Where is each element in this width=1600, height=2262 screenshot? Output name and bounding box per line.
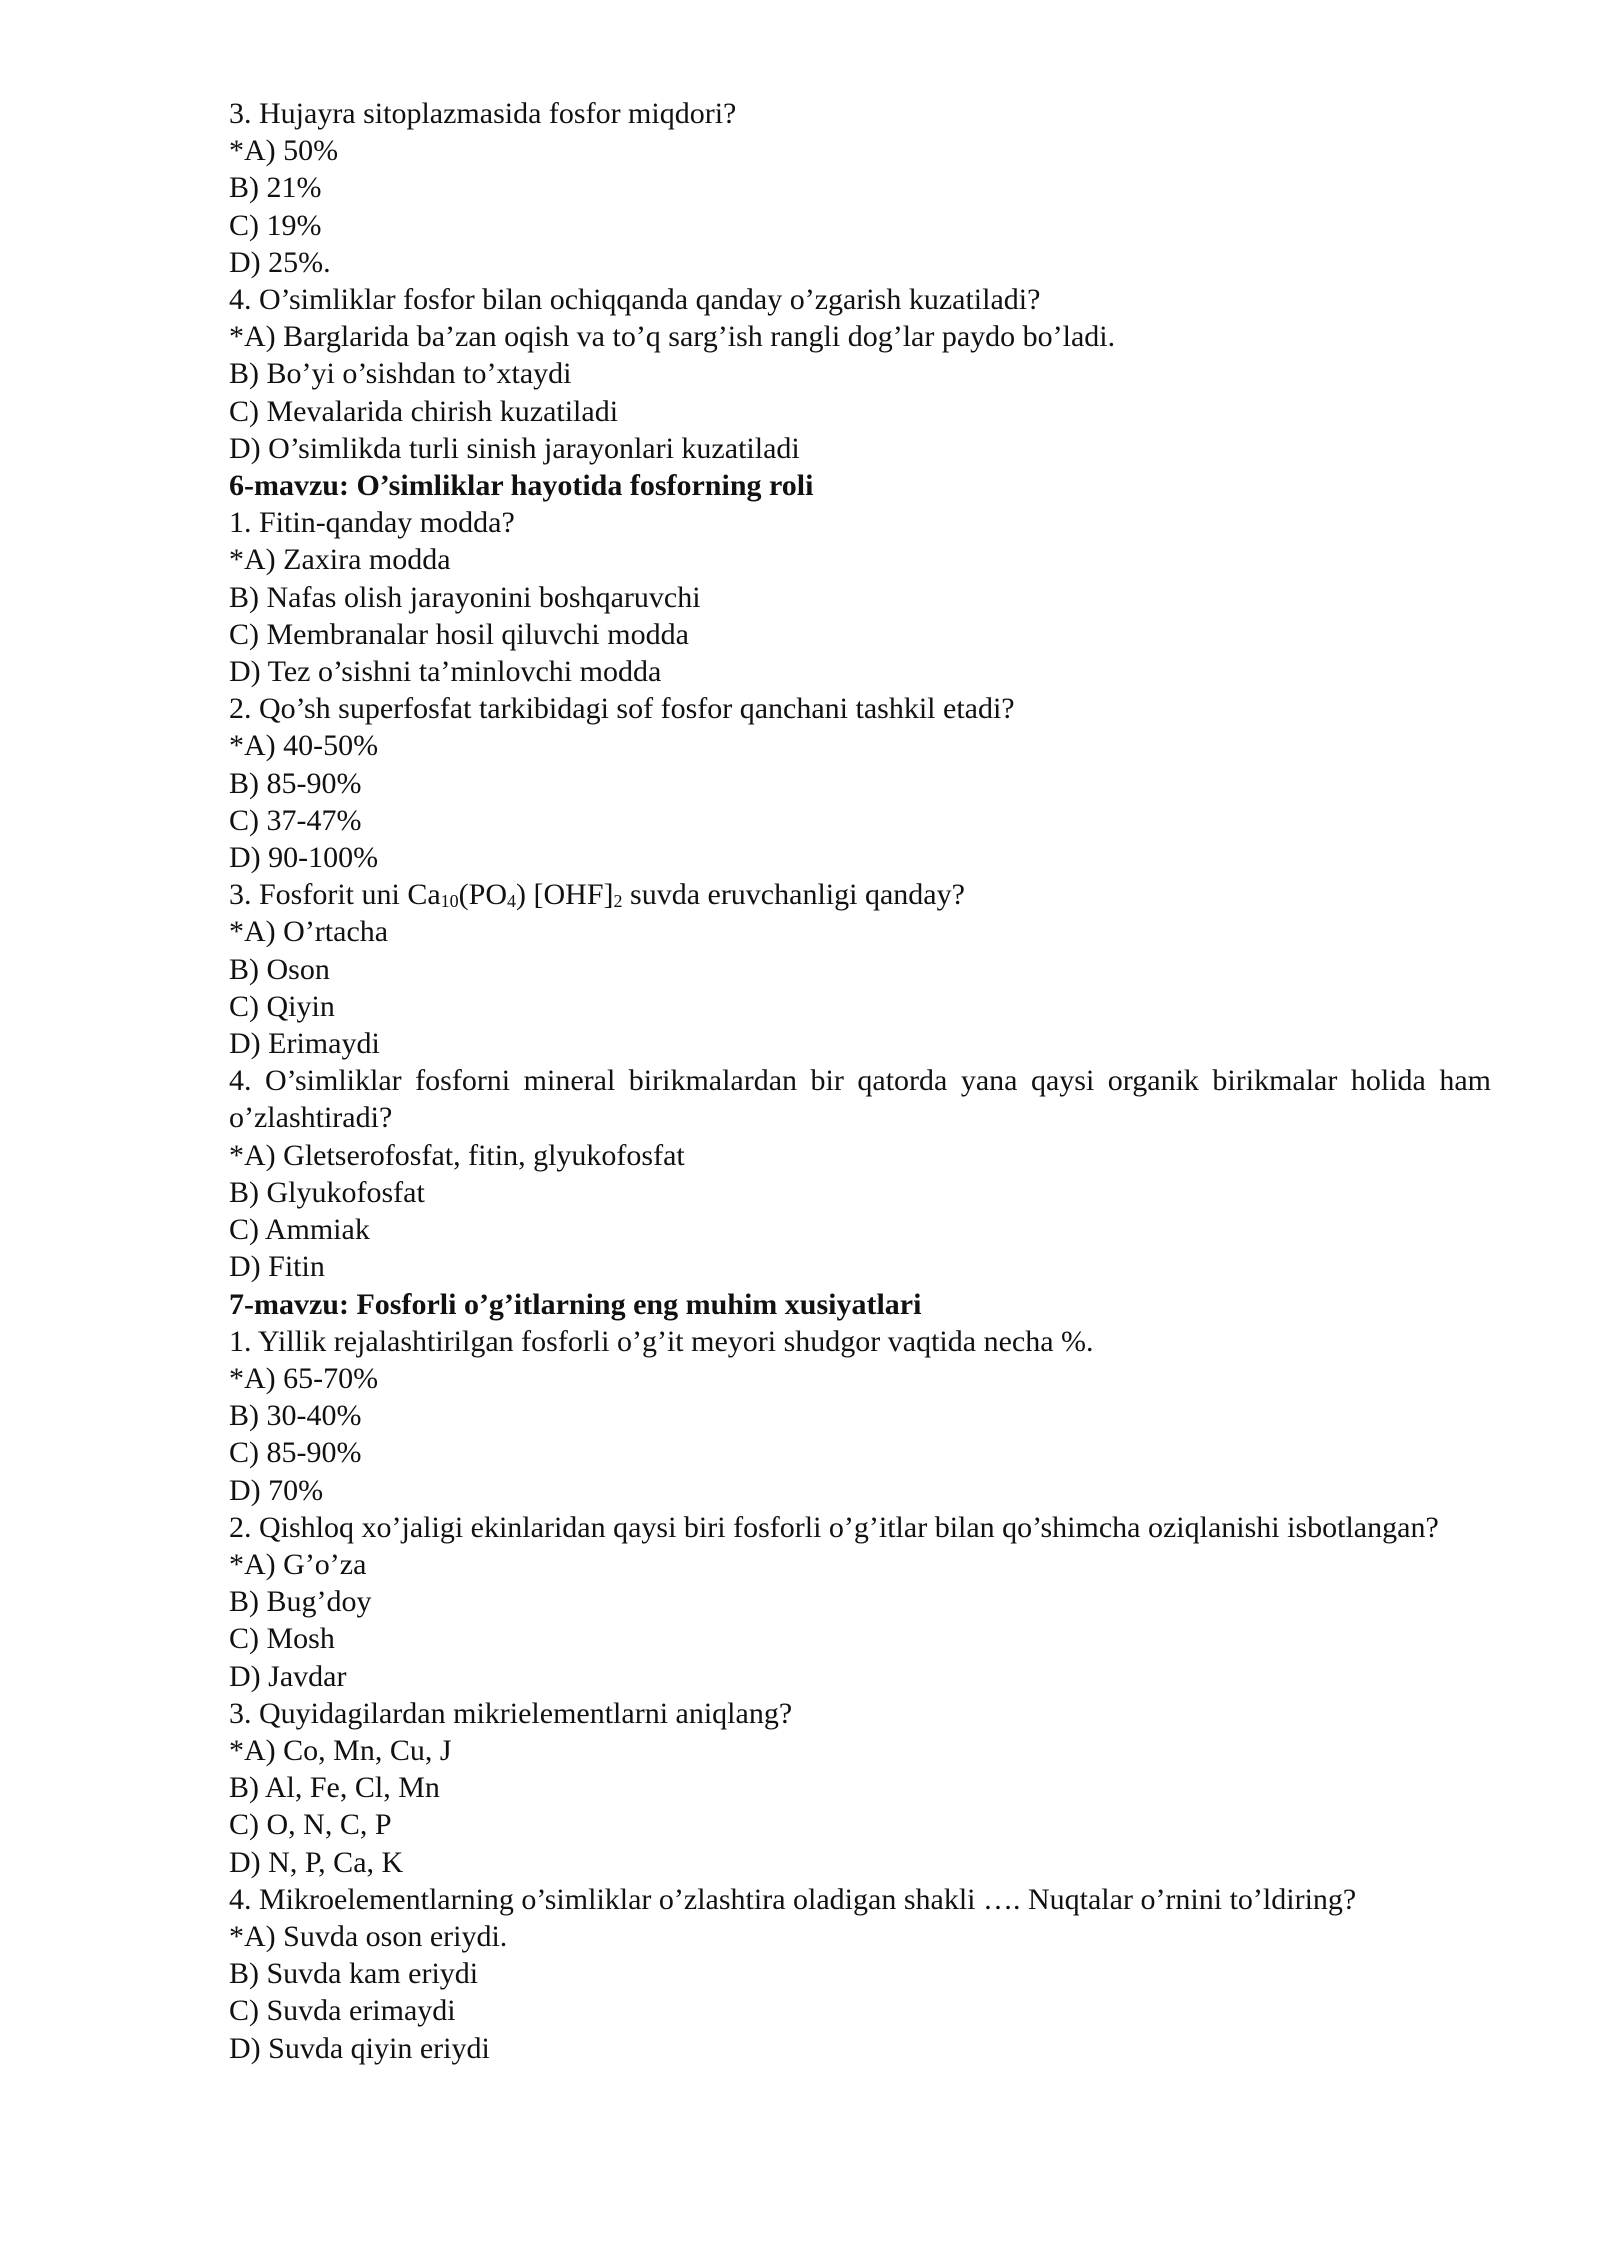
question-text: 4. O’simliklar fosforni mineral birikmalardan bir qatorda yana qaysi organik birikmalar holida ham o’zlashtiradi? (229, 1064, 1491, 1135)
answer-option-correct: *A) Zaxira modda (229, 543, 451, 577)
question-text: 4. O’simliklar fosfor bilan ochiqqanda qanday o’zgarish kuzatiladi? (229, 283, 1041, 317)
answer-option-correct: *A) Barglarida ba’zan oqish va to’q sarg’ish rangli dog’lar paydo bo’ladi. (229, 320, 1116, 354)
answer-option: D) 90-100% (229, 841, 379, 875)
answer-option: C) O, N, C, P (229, 1808, 392, 1842)
formula-text: suvda eruvchanligi qanday? (622, 878, 965, 912)
answer-option: C) Suvda erimaydi (229, 1994, 456, 2028)
answer-option-correct: *A) O’rtacha (229, 915, 389, 949)
answer-option: D) O’simlikda turli sinish jarayonlari kuzatiladi (229, 431, 800, 465)
answer-option: D) 70% (229, 1473, 324, 1507)
answer-option: B) Suvda kam eriydi (229, 1957, 479, 1991)
formula-text: 3. Fosforit uni Ca (229, 878, 441, 912)
answer-option: B) Al, Fe, Cl, Mn (229, 1771, 440, 1805)
answer-option: C) 85-90% (229, 1436, 362, 1470)
answer-option: C) Qiyin (229, 989, 335, 1023)
question-text: 3. Quyidagilardan mikrielementlarni aniqlang? (229, 1696, 793, 1730)
answer-option: D) Suvda qiyin eriydi (229, 2031, 490, 2065)
question-list (229, 95, 1491, 2067)
answer-option: D) Fitin (229, 1250, 325, 1284)
question-text: 1. Fitin-qanday modda? (229, 506, 515, 540)
section-heading: 6-mavzu: O’simliklar hayotida fosforning roli (229, 469, 814, 503)
answer-option-correct: *A) Gletserofosfat, fitin, glyukofosfat (229, 1138, 685, 1172)
answer-option: B) 85-90% (229, 766, 362, 800)
answer-option: C) 19% (229, 208, 322, 242)
answer-option-correct: *A) Co, Mn, Cu, J (229, 1733, 452, 1767)
answer-option: C) Membranalar hosil qiluvchi modda (229, 617, 689, 651)
formula-text: (PO (458, 878, 508, 912)
answer-option-correct: *A) 40-50% (229, 729, 379, 763)
question-text: 2. Qo’sh superfosfat tarkibidagi sof fosfor qanchani tashkil etadi? (229, 692, 1015, 726)
formula-text: ) [OHF] (516, 878, 614, 912)
answer-option: D) Javdar (229, 1659, 347, 1693)
formula-subscript: 2 (613, 891, 623, 912)
answer-option: B) Glyukofosfat (229, 1175, 425, 1209)
answer-option: B) Nafas olish jarayonini boshqaruvchi (229, 580, 701, 614)
answer-option-correct: *A) 50% (229, 134, 339, 168)
question-text: 3. Hujayra sitoplazmasida fosfor miqdori? (229, 97, 737, 130)
answer-option: D) N, P, Ca, K (229, 1845, 404, 1879)
answer-option: B) Bug’doy (229, 1585, 372, 1619)
answer-option: D) Erimaydi (229, 1027, 380, 1061)
question-text: 2. Qishloq xo’jaligi ekinlaridan qaysi biri fosforli o’g’itlar bilan qo’shimcha oziqlanishi isbotlangan? (229, 1510, 1439, 1544)
question-text (229, 876, 1491, 913)
document-page (229, 95, 1491, 2067)
question-text: 1. Yillik rejalashtirilgan fosforli o’g’it meyori shudgor vaqtida necha %. (229, 1324, 1094, 1358)
answer-option: C) 37-47% (229, 803, 362, 837)
formula-subscript: 10 (440, 891, 459, 912)
answer-option: D) Tez o’sishni ta’minlovchi modda (229, 655, 662, 689)
answer-option: C) Ammiak (229, 1213, 370, 1247)
section-heading: 7-mavzu: Fosforli o’g’itlarning eng muhim xusiyatlari (229, 1287, 922, 1321)
answer-option: B) 21% (229, 171, 322, 205)
answer-option: B) Oson (229, 952, 330, 986)
answer-option-correct: *A) Suvda oson eriydi. (229, 1919, 508, 1953)
answer-option-correct: *A) G’o’za (229, 1547, 367, 1581)
answer-option: B) 30-40% (229, 1399, 362, 1433)
answer-option: B) Bo’yi o’sishdan to’xtaydi (229, 357, 572, 391)
answer-option-correct: *A) 65-70% (229, 1361, 379, 1395)
answer-option: D) 25%. (229, 245, 331, 279)
question-text: 4. Mikroelementlarning o’simliklar o’zlashtira oladigan shakli …. Nuqtalar o’rnini to’ldiring? (229, 1882, 1357, 1916)
answer-option: C) Mosh (229, 1622, 335, 1656)
answer-option: C) Mevalarida chirish kuzatiladi (229, 394, 619, 428)
formula-subscript: 4 (507, 891, 517, 912)
